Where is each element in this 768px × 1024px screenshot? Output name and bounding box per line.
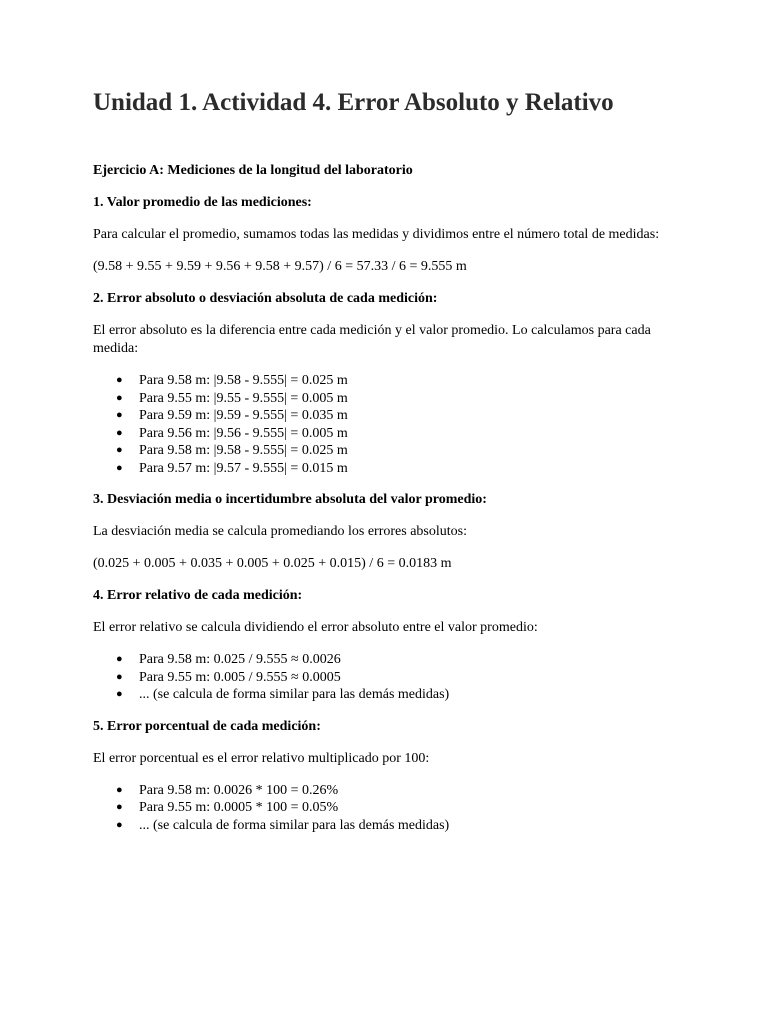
list-item-text: Para 9.58 m: |9.58 - 9.555| = 0.025 m — [139, 443, 348, 458]
list-item — [93, 407, 683, 425]
list-item-text: Para 9.57 m: |9.57 - 9.555| = 0.015 m — [139, 460, 348, 476]
formula: (9.58 + 9.55 + 9.59 + 9.56 + 9.58 + 9.57) / 6 = 57.33 / 6 = 9.555 m — [93, 259, 467, 274]
bullet-icon: ● — [116, 391, 123, 404]
bullet-icon: ● — [116, 653, 123, 665]
list-item-text: Para 9.55 m: 0.005 / 9.555 ≈ 0.0005 — [139, 669, 341, 685]
bullet-icon: ● — [116, 818, 123, 831]
section-1 — [93, 194, 683, 276]
list-item — [93, 460, 683, 478]
section-4 — [93, 587, 683, 704]
list-item-text: Para 9.58 m: |9.58 - 9.555| = 0.025 m — [139, 373, 348, 388]
list-item — [93, 651, 683, 669]
list-item — [93, 686, 683, 704]
list-item — [93, 390, 683, 408]
list-item-text: Para 9.55 m: 0.0005 * 100 = 0.05% — [139, 800, 339, 815]
list-item-text: ... (se calcula de forma similar para las demás medidas) — [139, 817, 450, 833]
bullet-icon: ● — [116, 374, 123, 386]
list-item — [93, 782, 683, 800]
bullet-list — [93, 782, 683, 835]
exercise-heading: Ejercicio A: Mediciones de la longitud del laboratorio — [93, 163, 413, 178]
bullet-icon: ● — [116, 409, 123, 421]
section-heading: 3. Desviación media o incertidumbre absoluta del valor promedio: — [93, 492, 487, 507]
bullet-icon: ● — [116, 801, 123, 813]
list-item-text: ... (se calcula de forma similar para las demás medidas) — [139, 687, 450, 702]
paragraph: La desviación media se calcula promediando los errores absolutos: — [93, 524, 467, 539]
list-item-text: Para 9.55 m: |9.55 - 9.555| = 0.005 m — [139, 390, 348, 406]
formula: (0.025 + 0.005 + 0.035 + 0.005 + 0.025 + 0.015) / 6 = 0.0183 m — [93, 556, 452, 571]
list-item-text: Para 9.58 m: 0.025 / 9.555 ≈ 0.0026 — [139, 652, 341, 667]
paragraph: El error porcentual es el error relativo multiplicado por 100: — [93, 750, 430, 766]
section-3 — [93, 491, 683, 573]
list-item-text: Para 9.58 m: 0.0026 * 100 = 0.26% — [139, 782, 339, 798]
list-item-text: Para 9.59 m: |9.59 - 9.555| = 0.035 m — [139, 408, 348, 423]
paragraph: Para calcular el promedio, sumamos todas las medidas y dividimos entre el número total de medidas: — [93, 227, 660, 242]
section-heading: 2. Error absoluto o desviación absoluta de cada medición: — [93, 291, 438, 306]
list-item — [93, 442, 683, 460]
bullet-icon: ● — [116, 444, 123, 456]
list-item — [93, 372, 683, 390]
section-5 — [93, 718, 683, 835]
list-item — [93, 669, 683, 687]
bullet-icon: ● — [116, 688, 123, 700]
document-page — [93, 87, 683, 848]
section-heading: 5. Error porcentual de cada medición: — [93, 718, 321, 734]
list-item — [93, 425, 683, 443]
bullet-list — [93, 651, 683, 704]
bullet-icon: ● — [116, 783, 123, 796]
bullet-icon: ● — [116, 426, 123, 439]
section-2 — [93, 290, 683, 477]
bullet-icon: ● — [116, 670, 123, 683]
paragraph: El error relativo se calcula dividiendo el error absoluto entre el valor promedio: — [93, 620, 538, 635]
bullet-list — [93, 372, 683, 477]
section-heading: 1. Valor promedio de las mediciones: — [93, 195, 312, 210]
list-item-text: Para 9.56 m: |9.56 - 9.555| = 0.005 m — [139, 425, 348, 441]
page-title: Unidad 1. Actividad 4. Error Absoluto y Relativo — [93, 89, 614, 116]
bullet-icon: ● — [116, 461, 123, 474]
list-item — [93, 799, 683, 817]
section-heading: 4. Error relativo de cada medición: — [93, 588, 303, 603]
paragraph: El error absoluto es la diferencia entre cada medición y el valor promedio. Lo calculamos para cada medida: — [93, 323, 651, 356]
list-item — [93, 817, 683, 835]
